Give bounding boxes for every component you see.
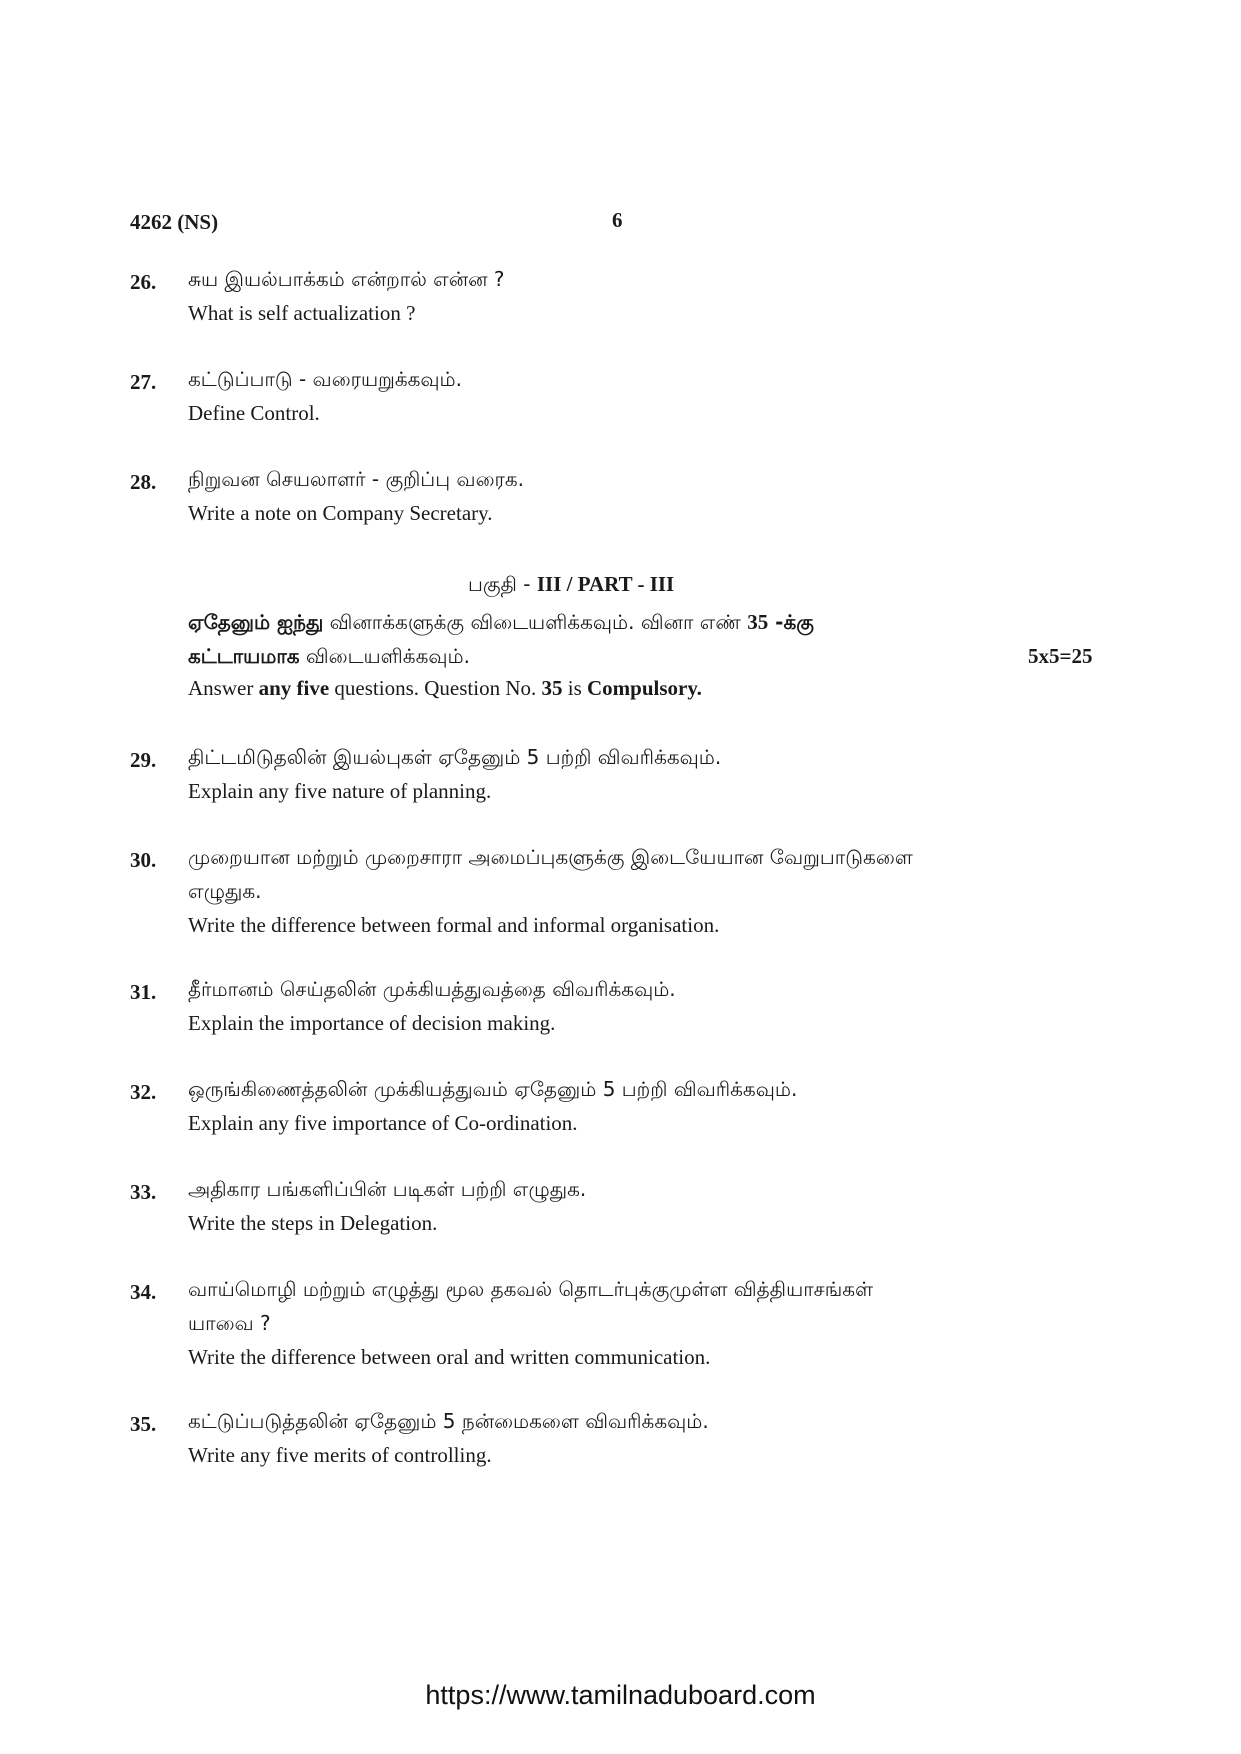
- instruction-text: வினாக்களுக்கு விடையளிக்கவும். வினா எண்: [323, 610, 748, 634]
- question-number: 26.: [130, 270, 157, 294]
- question-tamil: சுய இயல்பாக்கம் என்றால் என்ன ?: [188, 267, 505, 291]
- question-tamil: வாய்மொழி மற்றும் எழுத்து மூல தகவல் தொடர்புக்குமுள்ள வித்தியாசங்கள்: [188, 1277, 874, 1301]
- question-english: Explain the importance of decision making.: [188, 1011, 556, 1035]
- question-english: Define Control.: [188, 401, 320, 425]
- question-number: 33.: [130, 1180, 157, 1204]
- question-tamil: கட்டுப்படுத்தலின் ஏதேனும் 5 நன்மைகளை விவரிக்கவும்.: [188, 1409, 709, 1433]
- question-tamil: திட்டமிடுதலின் இயல்புகள் ஏதேனும் 5 பற்றி விவரிக்கவும்.: [188, 745, 722, 769]
- question-number: 30.: [130, 848, 157, 872]
- instruction-bold: 35: [541, 676, 563, 700]
- marks-allocation: 5x5=25: [1028, 644, 1093, 668]
- instruction-text: Answer: [188, 676, 259, 700]
- instruction-text: questions. Question No.: [329, 676, 542, 700]
- instruction-bold: -க்கு: [768, 610, 814, 634]
- instruction-number: 35: [747, 610, 769, 634]
- question-tamil-continued: எழுதுக.: [188, 879, 262, 903]
- question-number: 32.: [130, 1080, 157, 1104]
- instruction-bold: any five: [258, 676, 330, 700]
- instruction-bold: Compulsory.: [587, 676, 702, 700]
- instruction-text: விடையளிக்கவும்.: [299, 644, 470, 668]
- paper-code: 4262 (NS): [130, 210, 219, 234]
- section-tamil-label: பகுதி -: [468, 572, 537, 596]
- question-tamil: தீர்மானம் செய்தலின் முக்கியத்துவத்தை விவரிக்கவும்.: [188, 977, 676, 1001]
- footer-url: https://www.tamilnaduboard.com: [425, 1680, 816, 1710]
- question-english: Write the difference between formal and informal organisation.: [188, 913, 720, 937]
- question-number: 31.: [130, 980, 157, 1004]
- question-tamil: முறையான மற்றும் முறைசாரா அமைப்புகளுக்கு இடையேயான வேறுபாடுகளை: [188, 845, 913, 869]
- question-tamil: கட்டுப்பாடு - வரையறுக்கவும்.: [188, 367, 463, 391]
- question-tamil: நிறுவன செயலாளர் - குறிப்பு வரைக.: [188, 467, 524, 491]
- question-number: 27.: [130, 370, 157, 394]
- question-number: 29.: [130, 748, 157, 772]
- instruction-bold: ஏதேனும் ஐந்து: [188, 610, 324, 634]
- question-english: Write a note on Company Secretary.: [188, 501, 493, 525]
- question-number: 35.: [130, 1412, 157, 1436]
- question-tamil-continued: யாவை ?: [188, 1311, 271, 1335]
- instruction-english: [188, 672, 1118, 704]
- section-title-rest: III / PART - III: [536, 572, 675, 596]
- question-english: Write any five merits of controlling.: [188, 1443, 492, 1467]
- instruction-bold: கட்டாயமாக: [188, 644, 300, 668]
- question-english: Write the difference between oral and written communication.: [188, 1345, 711, 1369]
- question-english: Write the steps in Delegation.: [188, 1211, 438, 1235]
- question-tamil: அதிகார பங்களிப்பின் படிகள் பற்றி எழுதுக.: [188, 1177, 587, 1201]
- question-english: Explain any five importance of Co-ordination.: [188, 1111, 578, 1135]
- question-english: What is self actualization ?: [188, 301, 416, 325]
- section-title: [468, 572, 674, 599]
- question-english: Explain any five nature of planning.: [188, 779, 492, 803]
- instruction-text: is: [562, 676, 587, 700]
- question-number: 34.: [130, 1280, 157, 1304]
- question-tamil: ஒருங்கிணைத்தலின் முக்கியத்துவம் ஏதேனும் 5 பற்றி விவரிக்கவும்.: [188, 1077, 798, 1101]
- instruction-tamil-line-1: [188, 606, 1118, 638]
- page-number: 6: [612, 208, 623, 232]
- question-number: 28.: [130, 470, 157, 494]
- instruction-tamil-line-2: [188, 640, 1118, 672]
